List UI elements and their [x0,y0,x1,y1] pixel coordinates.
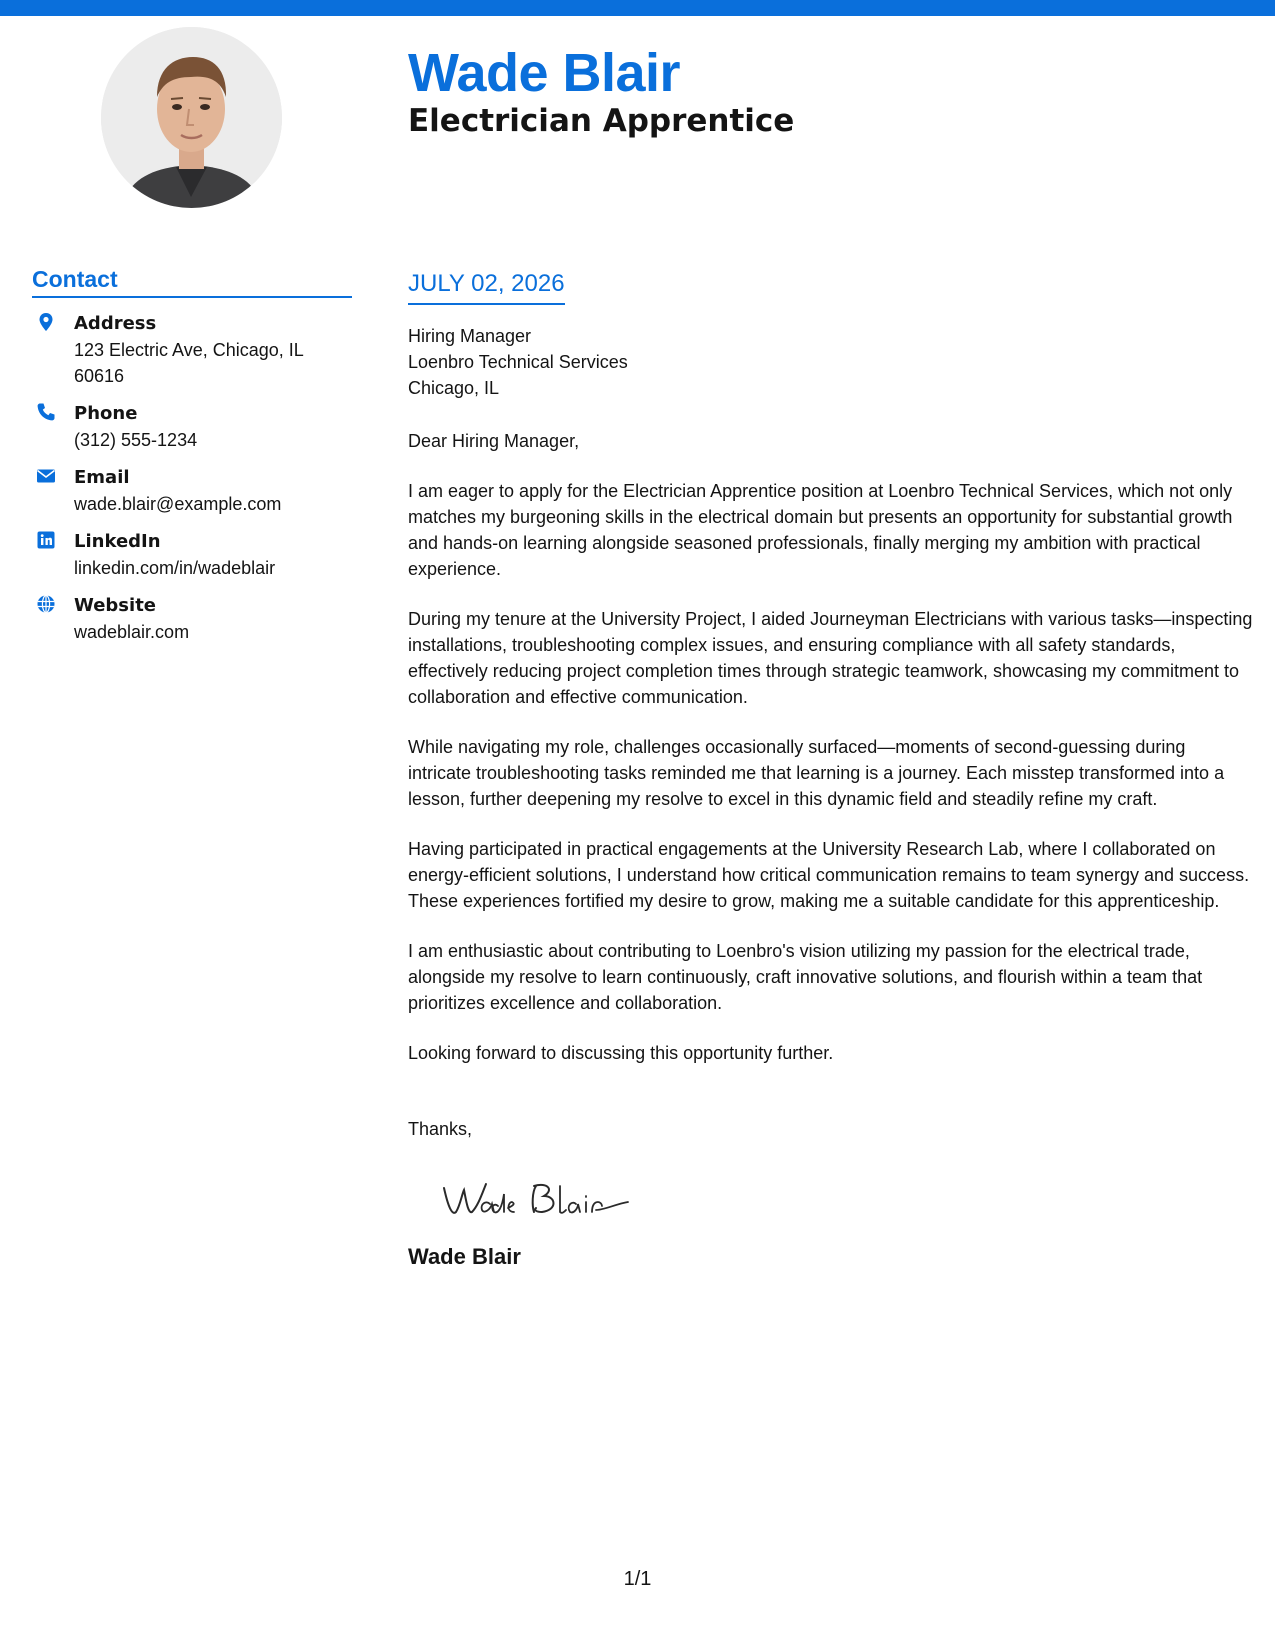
body-paragraph: I am eager to apply for the Electrician Apprentice position at Loenbro Technical Services, which not only matches my burgeoning skills in the electrical domain but presents an opportunity for substantial growth and hands-on learning alongside seasoned professionals, finally merging my ambition with practical experience. [408,481,1233,579]
contact-label: Address [74,313,157,334]
body-paragraph: While navigating my role, challenges occasionally surfaced—moments of second-guessing during intricate troubleshooting tasks reminded me that learning is a journey. Each misstep transformed into a lesson, further deepening my resolve to excel in this dynamic field and steadily refine my craft. [408,737,1225,809]
body-paragraph: Looking forward to discussing this opportunity further. [408,1043,834,1063]
recipient-block [408,323,1253,401]
contact-list [32,310,352,645]
contact-item-website [32,592,352,645]
contact-label: Website [74,595,157,616]
contact-item-phone [32,400,352,453]
salutation: Dear Hiring Manager, [408,431,580,451]
map-pin-icon [36,312,56,332]
top-accent-bar [0,0,1275,16]
website-value[interactable]: wadeblair.com [74,622,190,642]
contact-heading: Contact [32,264,352,298]
email-value[interactable]: wade.blair@example.com [74,494,282,514]
closing: Thanks, [408,1119,473,1139]
phone-icon [36,402,56,422]
contact-item-email [32,464,352,517]
contact-label: Email [74,467,130,488]
globe-icon [36,594,56,614]
contact-label: Phone [74,403,138,424]
signer-name: Wade Blair [408,1244,521,1269]
contact-item-address [32,310,352,389]
contact-sidebar [32,264,352,656]
applicant-name: Wade Blair [408,43,681,103]
contact-label: LinkedIn [74,531,161,552]
handwritten-signature [438,1172,638,1224]
letter-date: JULY 02, 2026 [408,268,565,305]
recipient-line: Hiring Manager [408,326,532,346]
address-value: 123 Electric Ave, Chicago, IL 60616 [74,340,304,386]
avatar [101,27,282,208]
contact-item-linkedin [32,528,352,581]
recipient-line: Loenbro Technical Services [408,352,628,372]
page-number: 1/1 [623,1568,652,1590]
body-paragraph: I am enthusiastic about contributing to Loenbro's vision utilizing my passion for the electrical trade, alongside my resolve to learn continuously, craft innovative solutions, and flourish within a team that prioritizes excellence and collaboration. [408,941,1203,1013]
recipient-line: Chicago, IL [408,378,500,398]
phone-value[interactable]: (312) 555-1234 [74,430,198,450]
job-title: Electrician Apprentice [408,103,795,139]
body-paragraph: During my tenure at the University Project, I aided Journeyman Electricians with various tasks—inspecting installations, troubleshooting complex issues, and ensuring compliance with all safety standards, effectively reducing project completion times through strategic teamwork, showcasing my commitment to collaboration and effective communication. [408,609,1253,707]
linkedin-value[interactable]: linkedin.com/in/wadeblair [74,558,276,578]
envelope-icon [36,466,56,486]
letter-body [408,268,1253,1272]
linkedin-icon [36,530,56,550]
body-paragraph: Having participated in practical engagements at the University Research Lab, where I collaborated on energy-efficient solutions, I understand how critical communication remains to team synergy and success. These experiences fortified my desire to grow, making me a suitable candidate for this apprenticeship. [408,839,1250,911]
